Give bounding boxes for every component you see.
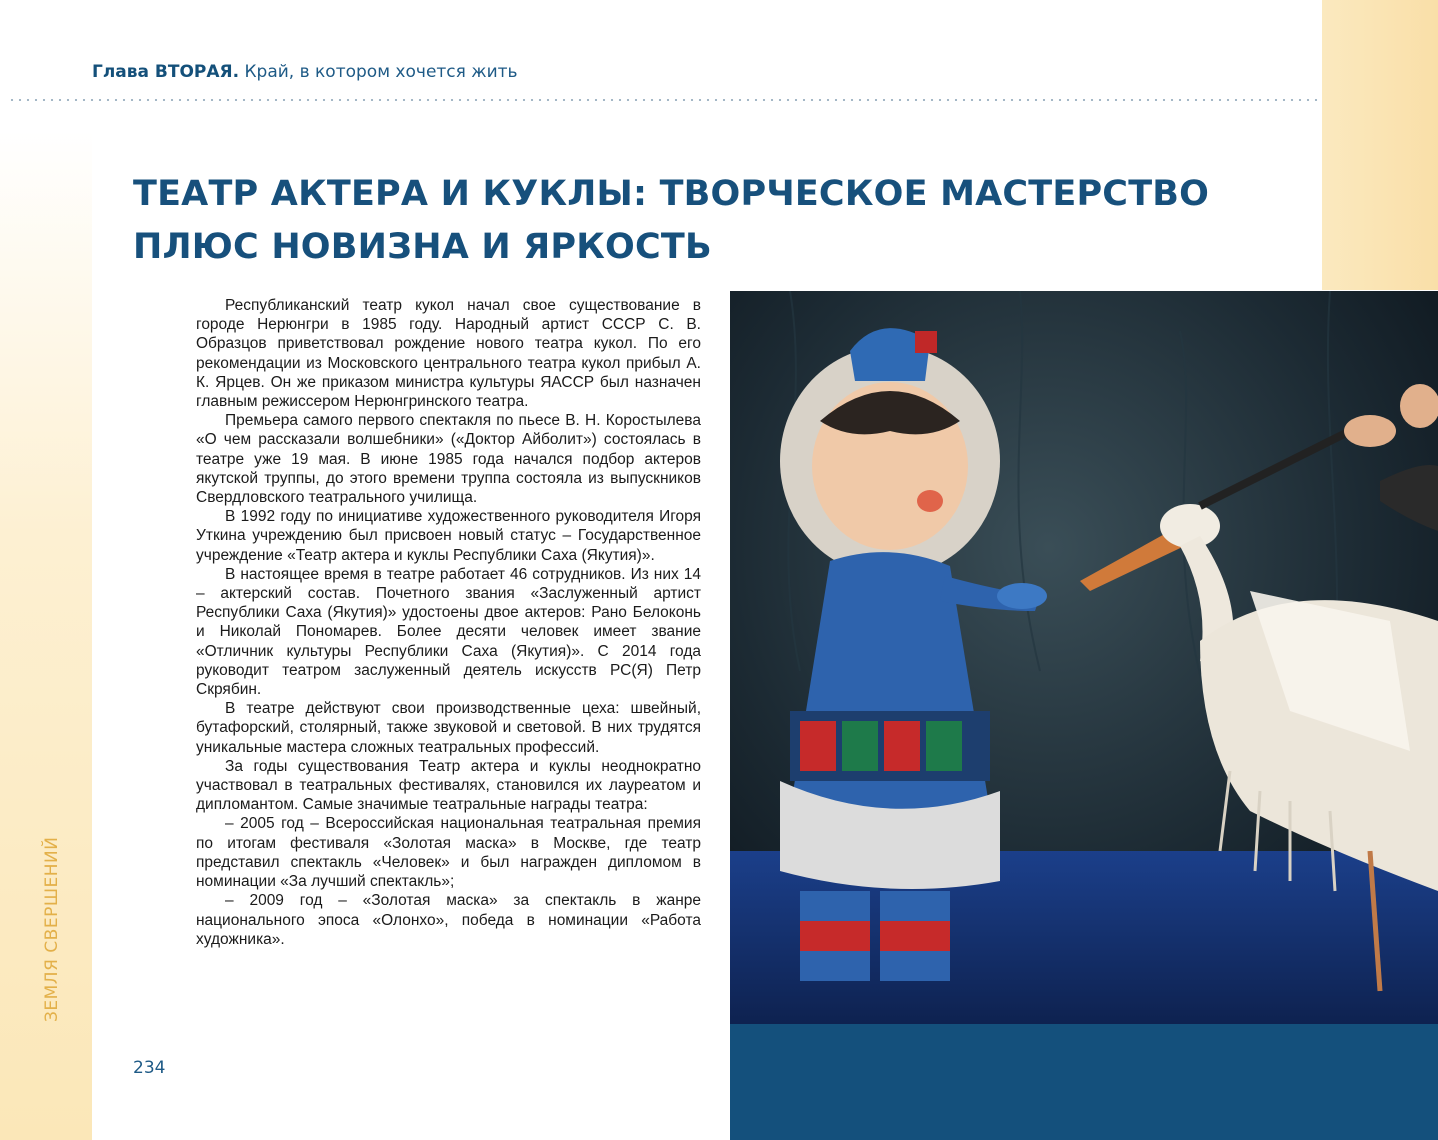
title-line-2: ПЛЮС НОВИЗНА И ЯРКОСТЬ bbox=[133, 227, 712, 267]
article-title bbox=[133, 168, 1253, 274]
bottom-color-bar bbox=[730, 1024, 1438, 1140]
dotted-divider bbox=[8, 99, 1322, 101]
vertical-book-title: ЗЕМЛЯ СВЕРШЕНИЙ bbox=[42, 836, 62, 1022]
paragraph: За годы существования Театр актера и куклы неоднократно участвовал в театральных фестивалях, становился их лауреатом и дипломантом. Самые значимые театральные награды театра: bbox=[196, 757, 701, 814]
right-decor-band bbox=[1322, 0, 1438, 290]
puppet-theatre-photo bbox=[730, 291, 1438, 1024]
paragraph: В настоящее время в театре работает 46 сотрудников. Из них 14 – актерский состав. Почетного звания «Заслуженный артист Республики Саха (Якутия)» удостоены двое актеров: Рано Белоконь и Николай Пономарев. Более десяти человек имеет звание «Отличник культуры Республики Саха (Якутия)». С 2014 года руководит театром заслуженный деятель искусств РС(Я) Петр Скрябин. bbox=[196, 565, 701, 699]
article-body bbox=[196, 296, 701, 949]
chapter-label: Глава ВТОРАЯ. bbox=[92, 62, 240, 82]
chapter-subtitle: Край, в котором хочется жить bbox=[244, 62, 518, 82]
paragraph: Премьера самого первого спектакля по пьесе В. Н. Коростылева «О чем рассказали волшебники» («Доктор Айболит») состоялась в театре уже 19 мая. В июне 1985 года начался подбор актеров якутской труппы, до этого времени труппа состояла из выпускников Свердловского театрального училища. bbox=[196, 412, 701, 507]
title-line-1: ТЕАТР АКТЕРА И КУКЛЫ: ТВОРЧЕСКОЕ МАСТЕРСТВО bbox=[133, 174, 1210, 214]
paragraph: В 1992 году по инициативе художественного руководителя Игоря Уткина учреждению был присвоен новый статус – Государственное учреждение «Театр актера и куклы Республики Саха (Якутия)». bbox=[196, 508, 701, 564]
paragraph: Республиканский театр кукол начал свое существование в городе Нерюнгри в 1985 году. Народный артист СССР С. В. Образцов приветствовал рождение нового театра кукол. По его рекомендации из Московского центрального театра кукол прибыл А. К. Ярцев. Он же приказом министра культуры ЯАССР был назначен главным режиссером Нерюнгринского театра. bbox=[196, 297, 701, 411]
running-header bbox=[92, 62, 518, 82]
page-number: 234 bbox=[133, 1058, 166, 1078]
paragraph: – 2009 год – «Золотая маска» за спектакль в жанре национального эпоса «Олонхо», победа в номинации «Работа художника». bbox=[196, 892, 701, 948]
paragraph: – 2005 год – Всероссийская национальная театральная премия по итогам фестиваля «Золотая маска» в Москве, где театр представил спектакль «Человек» и был награжден дипломом в номинации «За лучший спектакль»; bbox=[196, 815, 701, 891]
paragraph: В театре действуют свои производственные цеха: швейный, бутафорский, столярный, также звуковой и световой. В них трудятся уникальные мастера сложных театральных профессий. bbox=[196, 700, 701, 756]
